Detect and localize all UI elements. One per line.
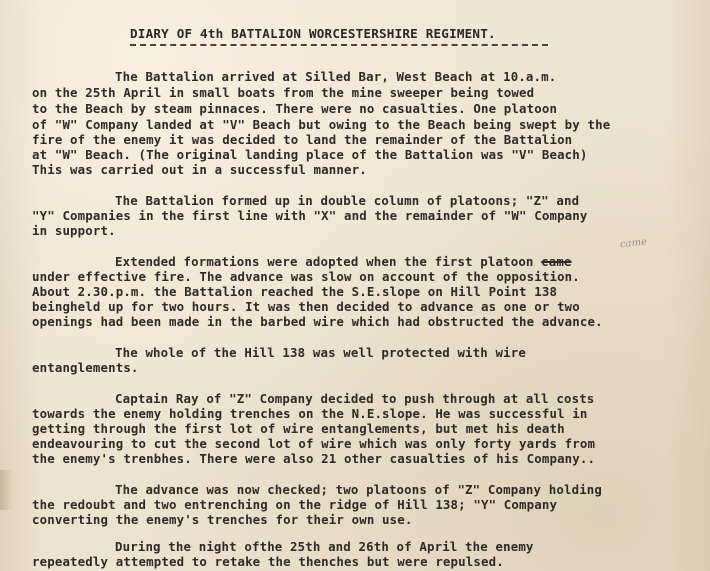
- text-line: under effective fire. The advance was slow on account of the opposition.: [32, 269, 580, 284]
- text-line: The whole of the Hill 138 was well protected with wire: [115, 345, 526, 360]
- text-line: towards the enemy holding trenches on the N.E.slope. He was successful in: [32, 406, 588, 421]
- text-line: The Battalion formed up in double column of platoons; "Z" and: [115, 193, 580, 208]
- text-line: entanglements.: [32, 360, 139, 375]
- paper-fold-shadow: [0, 470, 14, 510]
- text-line: on the 25th April in small boats from the mine sweeper being towed: [32, 85, 535, 100]
- text-line: to the Beach by steam pinnaces. There were no casualties. One platoon: [32, 101, 558, 116]
- text-line: repeatedly attempted to retake the thenches but were repulsed.: [32, 554, 504, 569]
- text-line: the enemy's trenbhes. There were also 21 other casualties of his Company..: [32, 451, 596, 466]
- text-line: openings had been made in the barbed wire which had obstructed the advance.: [32, 314, 603, 329]
- text-line: endeavouring to cut the second lot of wire which was only forty yards from: [32, 436, 596, 451]
- text-line: beingheld up for two hours. It was then decided to advance as one or two: [32, 299, 580, 314]
- text-line: converting the enemy's trenches for their own use.: [32, 512, 413, 527]
- text-line: The Battalion arrived at Silled Bar, West Beach at 10.a.m.: [115, 69, 557, 84]
- text-line: The advance was now checked; two platoons of "Z" Company holding: [115, 482, 603, 497]
- text-line: in support.: [32, 223, 116, 238]
- text-line: About 2.30.p.m. the Battalion reached the S.E.slope on Hill Point 138: [32, 284, 558, 299]
- text-line: This was carried out in a successful manner.: [32, 162, 367, 177]
- text-line: of "W" Company landed at "V" Beach but owing to the Beach being swept by the: [32, 117, 611, 132]
- struck-word: came: [541, 254, 572, 269]
- text-line: the redoubt and two entrenching on the ridge of Hill 138; "Y" Company: [32, 497, 558, 512]
- handwritten-correction: came: [619, 236, 648, 251]
- text-line: Captain Ray of "Z" Company decided to push through at all costs: [115, 391, 595, 406]
- text-line: [115, 255, 572, 269]
- text-line: fire of the enemy it was decided to land the remainder of the Battalion: [32, 132, 573, 147]
- document-title: DIARY OF 4th BATTALION WORCESTERSHIRE REGIMENT.: [130, 26, 496, 41]
- text-line: at "W" Beach. (The original landing place of the Battalion was "V" Beach): [32, 147, 588, 162]
- title-underline: [130, 44, 548, 46]
- text-line: During the night ofthe 25th and 26th of April the enemy: [115, 539, 534, 554]
- text-line: getting through the first lot of wire entanglements, but met his death: [32, 421, 565, 436]
- text-line: "Y" Companies in the first line with "X" and the remainder of "W" Company: [32, 208, 588, 223]
- text-segment: Extended formations were adopted when the first platoon: [115, 254, 534, 269]
